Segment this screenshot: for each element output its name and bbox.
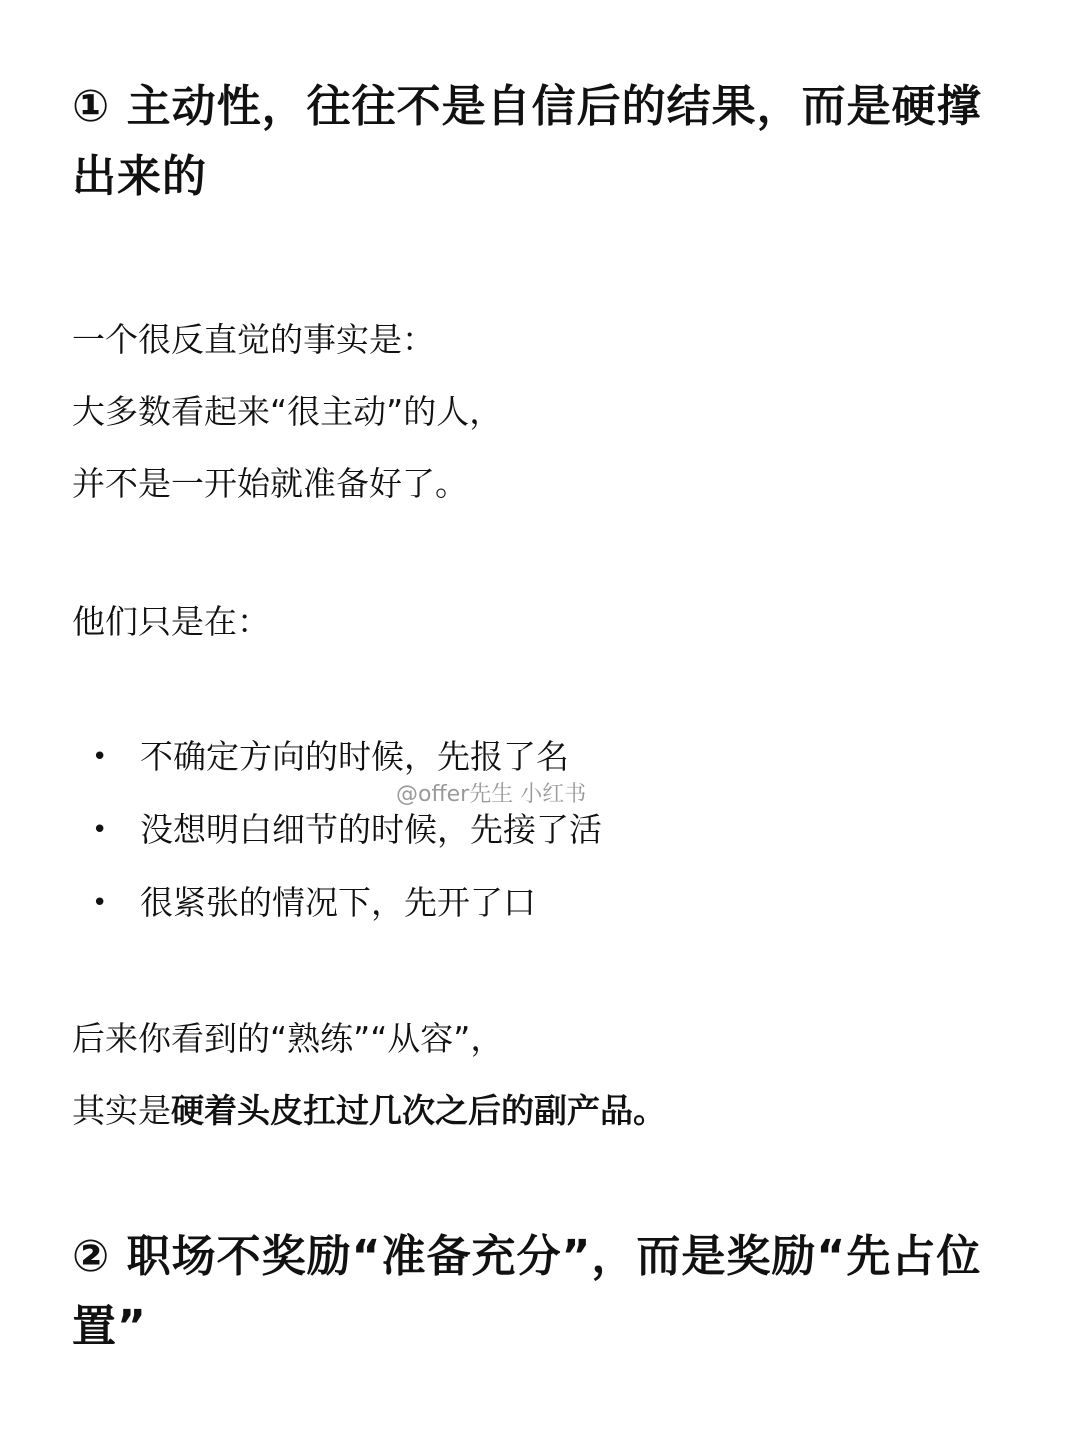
paragraph-1-line-1: 一个很反直觉的事实是： bbox=[72, 320, 435, 359]
section-2-heading: ② 职场不奖励“准备充分”，而是奖励“先占位置” bbox=[72, 1231, 982, 1352]
paragraph-1-line-2: 大多数看起来“很主动”的人， bbox=[72, 392, 503, 431]
list-item-text: 不确定方向的时候，先报了名 bbox=[140, 737, 569, 776]
paragraph-1-line-3: 并不是一开始就准备好了。 bbox=[72, 464, 468, 503]
watermark: @offer先生 小红书 bbox=[396, 782, 587, 807]
list-item bbox=[92, 883, 992, 923]
bullet-icon: • bbox=[92, 742, 108, 772]
section-1-heading: ① 主动性，往往不是自信后的结果，而是硬撑出来的 bbox=[72, 81, 982, 202]
paragraph-3-bold-text: 硬着头皮扛过几次之后的副产品。 bbox=[171, 1091, 666, 1130]
list-item-text: 没想明白细节的时候，先接了活 bbox=[140, 810, 602, 849]
bullet-icon: • bbox=[92, 888, 108, 918]
bullet-icon: • bbox=[92, 815, 108, 845]
paragraph-3-line-2 bbox=[72, 1091, 1012, 1131]
paragraph-2: 他们只是在： bbox=[72, 602, 270, 641]
list-item bbox=[92, 810, 992, 850]
paragraph-3-line-1: 后来你看到的“熟练”“从容”， bbox=[72, 1019, 504, 1058]
list-item bbox=[92, 737, 992, 777]
paragraph-3-prefix: 其实是 bbox=[72, 1091, 171, 1130]
list-item-text: 很紧张的情况下，先开了口 bbox=[140, 883, 536, 922]
